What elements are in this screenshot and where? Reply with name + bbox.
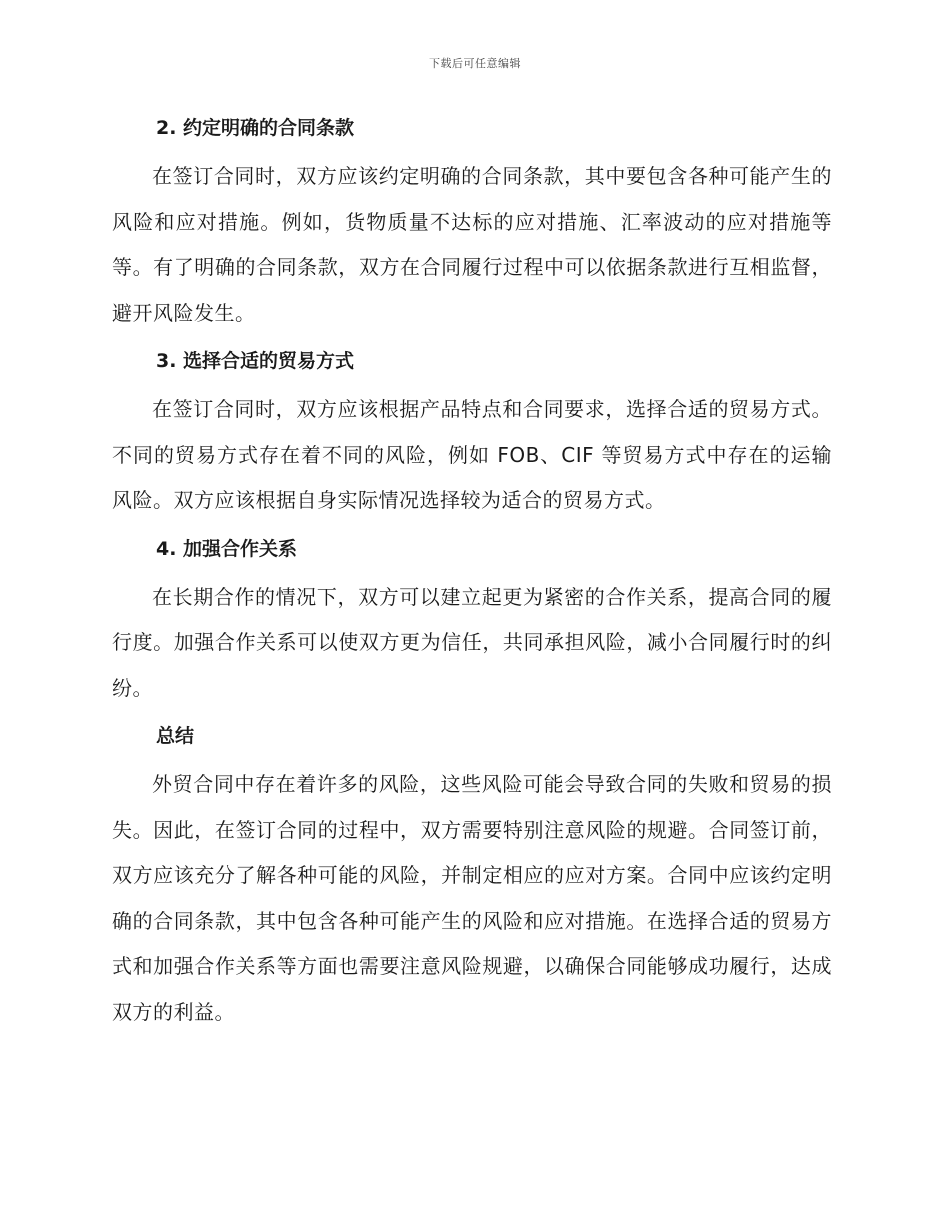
section-contract-terms <box>112 108 832 336</box>
section-heading: 2. 约定明确的合同条款 <box>156 117 355 139</box>
section-summary <box>112 716 832 1035</box>
section-paragraph: 在长期合作的情况下，双方可以建立起更为紧密的合作关系，提高合同的履行度。加强合作关系可以使双方更为信任，共同承担风险，减小合同履行时的纠纷。 <box>112 584 832 700</box>
section-trade-method <box>112 341 832 524</box>
section-paragraph: 在签订合同时，双方应该根据产品特点和合同要求，选择合适的贸易方式。不同的贸易方式存在着不同的风险，例如 FOB、CIF 等贸易方式中存在的运输风险。双方应该根据自身实际情况选择较为适合的贸易方式。 <box>112 397 832 512</box>
section-paragraph: 外贸合同中存在着许多的风险，这些风险可能会导致合同的失败和贸易的损失。因此，在签订合同的过程中，双方需要特别注意风险的规避。合同签订前，双方应该充分了解各种可能的风险，并制定相应的应对方案。合同中应该约定明确的合同条款，其中包含各种可能产生的风险和应对措施。在选择合适的贸易方式和加强合作关系等方面也需要注意风险规避，以确保合同能够成功履行，达成双方的利益。 <box>112 772 832 1024</box>
section-paragraph: 在签订合同时，双方应该约定明确的合同条款，其中要包含各种可能产生的风险和应对措施。例如，货物质量不达标的应对措施、汇率波动的应对措施等等。有了明确的合同条款，双方在合同履行过程中可以依据条款进行互相监督，避开风险发生。 <box>112 164 832 325</box>
section-heading: 3. 选择合适的贸易方式 <box>156 350 355 372</box>
document-body <box>112 108 832 1040</box>
section-heading: 总结 <box>156 725 195 747</box>
page-header-note: 下载后可任意编辑 <box>429 57 521 70</box>
section-cooperation <box>112 529 832 712</box>
section-heading: 4. 加强合作关系 <box>156 537 298 560</box>
